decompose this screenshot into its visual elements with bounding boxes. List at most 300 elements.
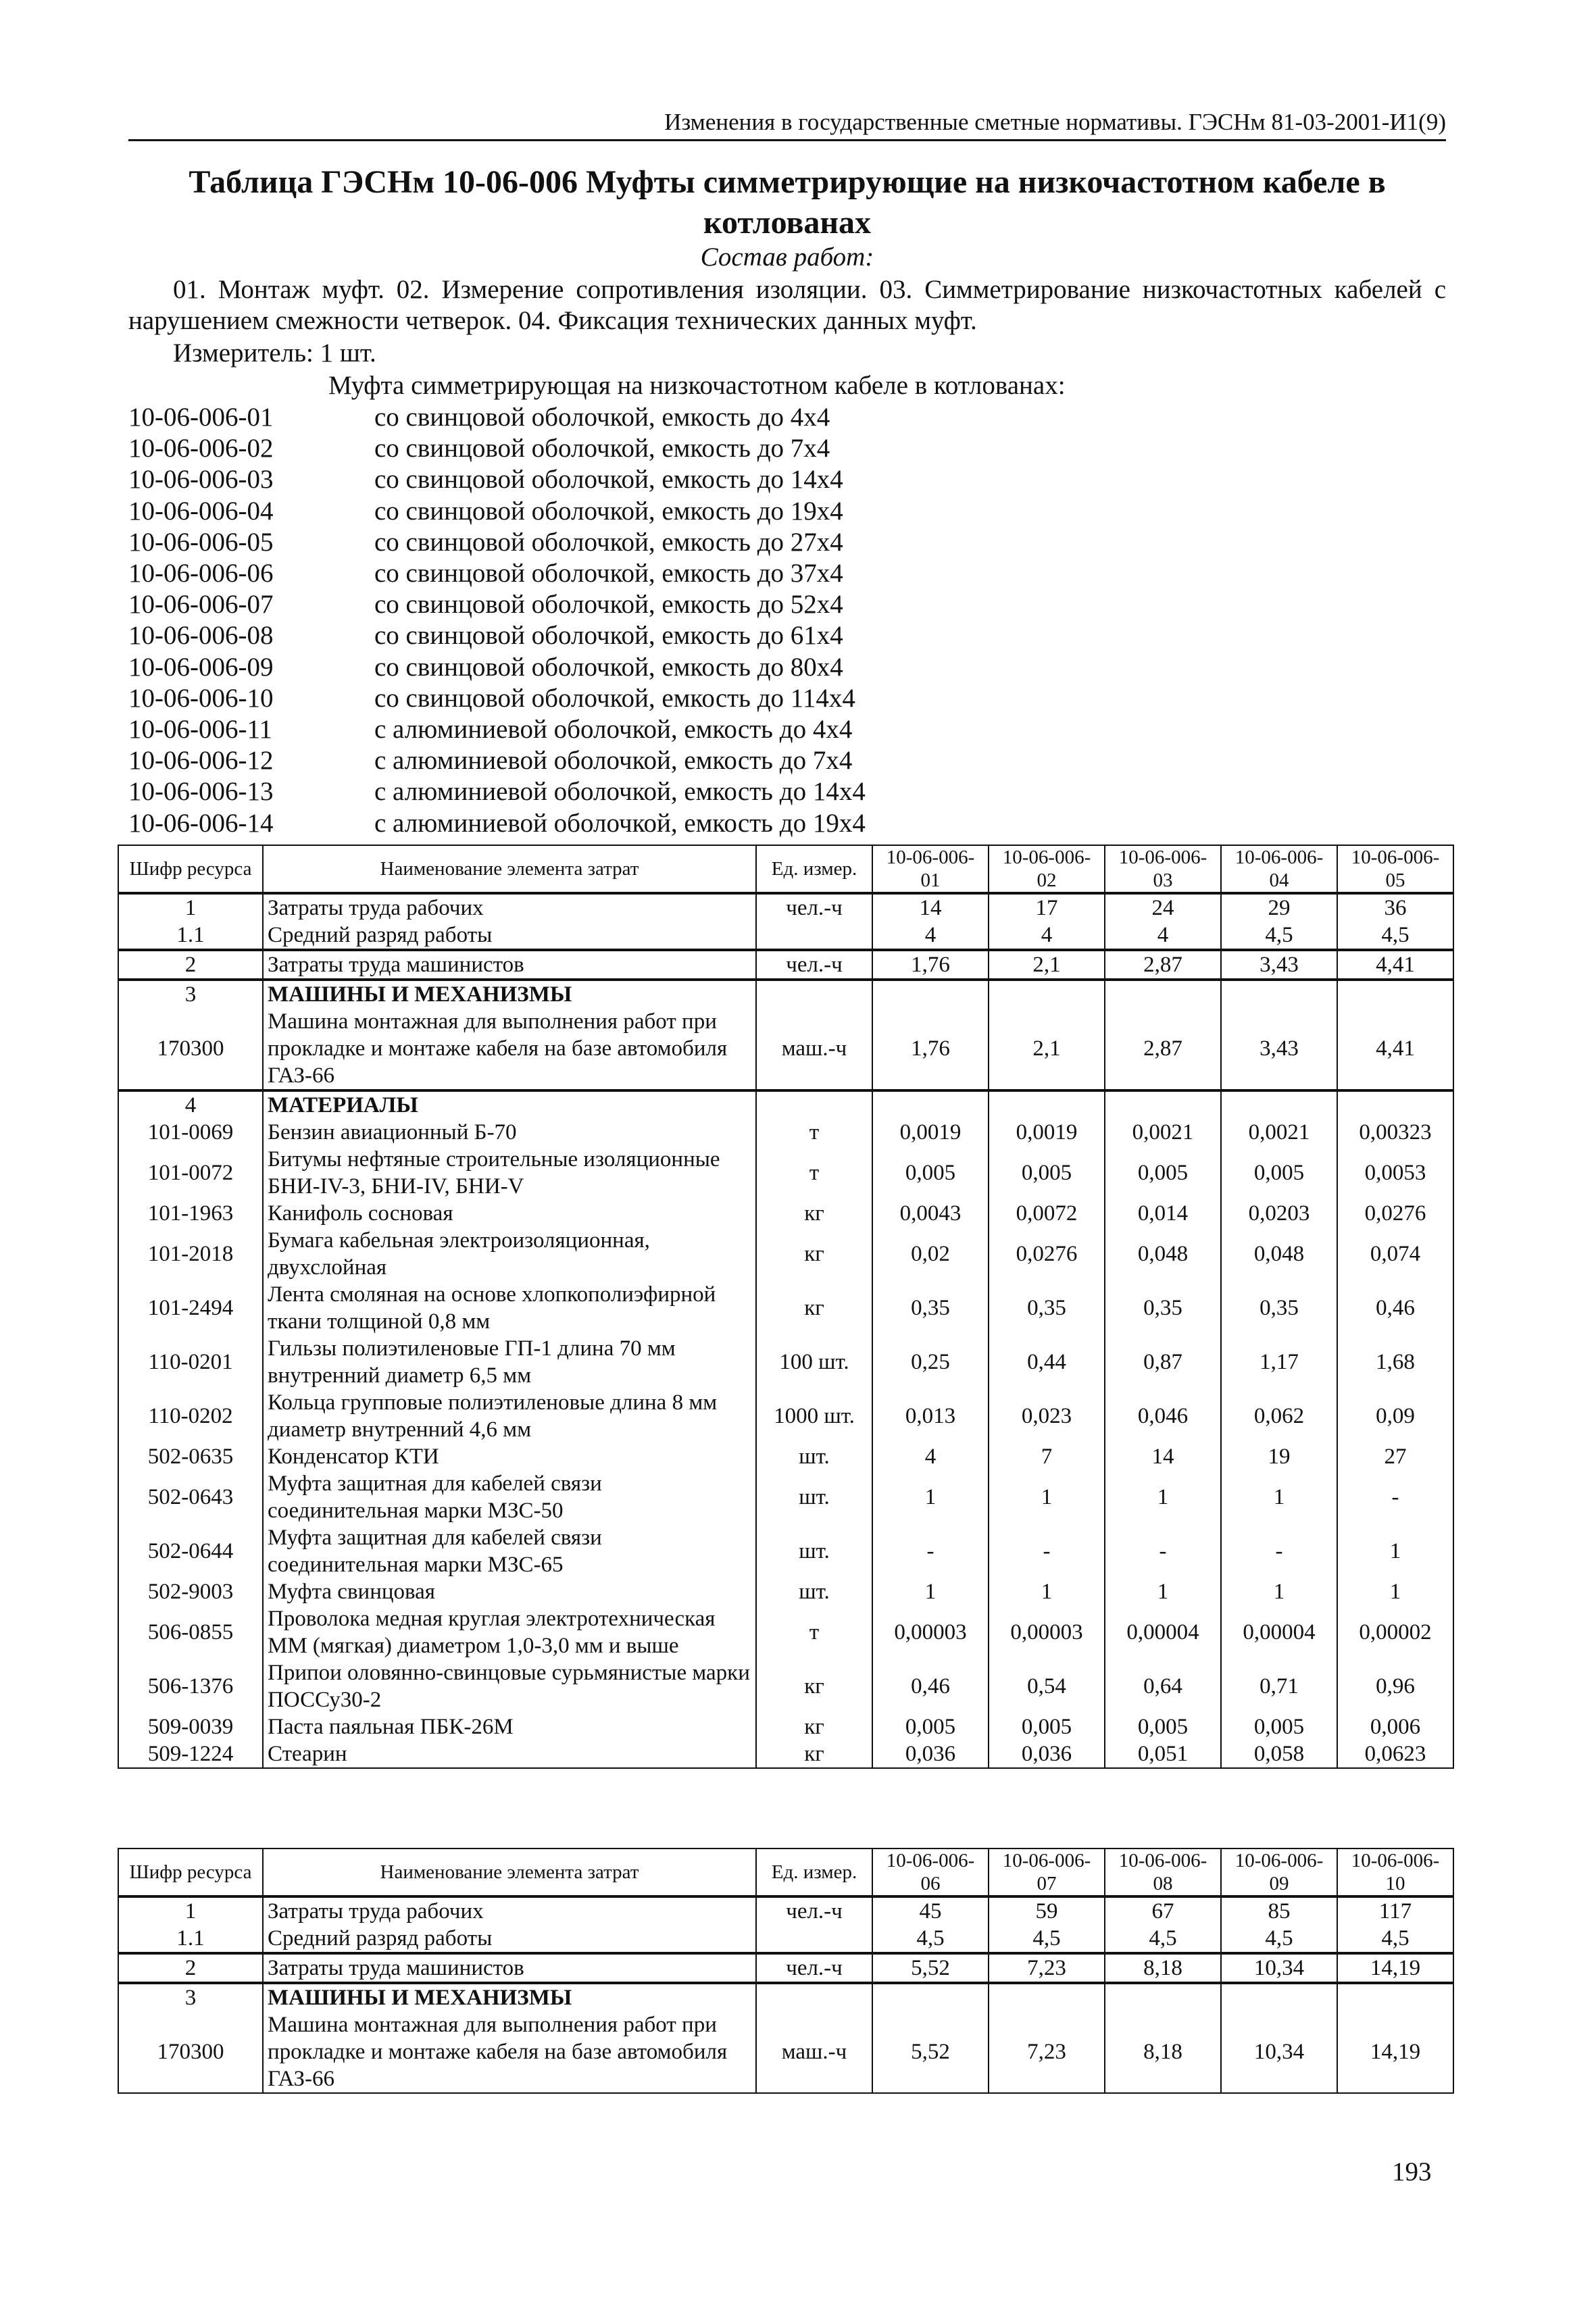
cell-value: 5,52 [872,1953,989,1983]
header-norm-code: 10-06-006-07 [989,1848,1105,1896]
cell-name: Средний разряд работы [263,1925,756,1953]
cell-value [1105,980,1221,1008]
cell-value: 0,54 [989,1659,1105,1713]
cell-code: 1 [118,893,263,922]
cell-value: 0,0019 [989,1119,1105,1146]
cell-unit: кг [756,1281,872,1335]
cell-name: Бензин авиационный Б-70 [263,1119,756,1146]
item-code: 10-06-006-07 [128,590,274,620]
cell-value: 0,0276 [989,1227,1105,1281]
list-item [128,527,866,558]
cell-value: 4,5 [1105,1925,1221,1953]
list-item [128,433,866,464]
header-norm-code: 10-06-006-02 [989,845,1105,893]
cell-unit [756,922,872,950]
cell-code: 3 [118,1983,263,2011]
cell-unit [756,980,872,1008]
item-code: 10-06-006-05 [128,527,274,557]
table-row [118,1524,1453,1578]
cell-name: Стеарин [263,1740,756,1768]
cell-value [989,1090,1105,1119]
cell-value: 3,43 [1221,1008,1337,1090]
cell-value: 1 [1337,1524,1453,1578]
cell-unit: кг [756,1740,872,1768]
cell-value: 1 [1105,1578,1221,1605]
cell-code: 1.1 [118,1925,263,1953]
header-norm-code: 10-06-006-06 [872,1848,989,1896]
cell-unit: кг [756,1713,872,1740]
cell-value: 1,68 [1337,1335,1453,1389]
items-list [128,402,866,839]
cell-value: 0,46 [872,1659,989,1713]
cell-name: Затраты труда рабочих [263,893,756,922]
table-row [118,1090,1453,1119]
item-code: 10-06-006-06 [128,559,274,588]
table-row [118,950,1453,980]
cell-name: Конденсатор КТИ [263,1443,756,1470]
cell-value: 0,02 [872,1227,989,1281]
list-item [128,620,866,651]
cell-code: 502-0635 [118,1443,263,1470]
cell-value: 1,76 [872,950,989,980]
resource-table-1 [118,845,1454,1769]
cell-name: Затраты труда машинистов [263,1953,756,1983]
cell-value: 0,0021 [1105,1119,1221,1146]
cell-unit: т [756,1119,872,1146]
cell-value: 4 [1105,922,1221,950]
cell-value: 0,35 [1221,1281,1337,1335]
table-row [118,1227,1453,1281]
cell-value: 29 [1221,893,1337,922]
cell-value: - [1337,1470,1453,1524]
cell-name: Припои оловянно-свинцовые сурьмянистые марки ПОССу30-2 [263,1659,756,1713]
cell-value: 1 [1221,1470,1337,1524]
table-row [118,1925,1453,1953]
cell-code: 506-0855 [118,1605,263,1659]
cell-name: МАШИНЫ И МЕХАНИЗМЫ [263,1983,756,2011]
cell-value: - [872,1524,989,1578]
cell-code: 502-0644 [118,1524,263,1578]
cell-unit: т [756,1146,872,1200]
cell-value: 0,0276 [1337,1200,1453,1227]
cell-value [1221,1983,1337,2011]
cell-unit: шт. [756,1443,872,1470]
cell-value: 4,41 [1337,1008,1453,1090]
cell-value [1221,980,1337,1008]
cell-value: 14 [872,893,989,922]
cell-value: 17 [989,893,1105,922]
cell-value: 19 [1221,1443,1337,1470]
cell-value: 0,46 [1337,1281,1453,1335]
cell-value: 0,046 [1105,1389,1221,1443]
cell-value: 4 [989,922,1105,950]
cell-value: 7,23 [989,2011,1105,2093]
cell-value: 0,005 [1105,1146,1221,1200]
cell-value: 27 [1337,1443,1453,1470]
cell-unit: кг [756,1227,872,1281]
cell-name: Затраты труда рабочих [263,1896,756,1925]
cell-value: 2,87 [1105,950,1221,980]
item-name: с алюминиевой оболочкой, емкость до 14х4 [374,777,866,807]
item-code: 10-06-006-10 [128,683,274,713]
cell-name: Машина монтажная для выполнения работ при прокладке и монтаже кабеля на базе автомобиля ГАЗ-66 [263,1008,756,1090]
cell-code: 1 [118,1896,263,1925]
table-row [118,1281,1453,1335]
cell-value: 0,005 [989,1146,1105,1200]
cell-value: 0,00003 [989,1605,1105,1659]
table-row [118,1119,1453,1146]
cell-value [1337,980,1453,1008]
cell-value: 0,005 [1221,1146,1337,1200]
cell-value: 0,006 [1337,1713,1453,1740]
item-name: со свинцовой оболочкой, емкость до 52х4 [374,590,843,620]
table-row [118,1443,1453,1470]
cell-value: 0,048 [1105,1227,1221,1281]
cell-value: 45 [872,1896,989,1925]
table-row [118,1335,1453,1389]
running-header: Изменения в государственные сметные нормативы. ГЭСНм 81-03-2001-И1(9) [128,108,1446,141]
cell-name: Кольца групповые полиэтиленовые длина 8 мм диаметр внутренний 4,6 мм [263,1389,756,1443]
cell-value: 2,1 [989,950,1105,980]
cell-value: 0,013 [872,1389,989,1443]
cell-value: 0,09 [1337,1389,1453,1443]
cell-value: 0,005 [1105,1713,1221,1740]
cell-value: 2,87 [1105,1008,1221,1090]
cell-code: 101-1963 [118,1200,263,1227]
cell-unit: т [756,1605,872,1659]
cell-value: 0,0072 [989,1200,1105,1227]
item-name: с алюминиевой оболочкой, емкость до 19х4 [374,808,866,838]
table-row [118,1740,1453,1768]
cell-name: Муфта защитная для кабелей связи соединительная марки МЗС-50 [263,1470,756,1524]
cell-value: 0,35 [872,1281,989,1335]
cell-name: Бумага кабельная электроизоляционная, двухслойная [263,1227,756,1281]
cell-value: 0,0021 [1221,1119,1337,1146]
table-row [118,1713,1453,1740]
table-title [128,162,1446,243]
header-name: Наименование элемента затрат [263,1848,756,1896]
cell-name: МАТЕРИАЛЫ [263,1090,756,1119]
cell-name: Паста паяльная ПБК-26М [263,1713,756,1740]
cell-unit: чел.-ч [756,893,872,922]
cell-value: - [989,1524,1105,1578]
item-code: 10-06-006-01 [128,403,274,432]
cell-name: Муфта защитная для кабелей связи соединительная марки МЗС-65 [263,1524,756,1578]
header-norm-code: 10-06-006-09 [1221,1848,1337,1896]
table-header-row [118,845,1453,893]
header-norm-code: 10-06-006-08 [1105,1848,1221,1896]
cell-unit: маш.-ч [756,2011,872,2093]
cell-value: 24 [1105,893,1221,922]
list-item [128,402,866,433]
cell-code: 502-0643 [118,1470,263,1524]
cell-unit: чел.-ч [756,1896,872,1925]
cell-value: 1 [872,1578,989,1605]
item-code: 10-06-006-04 [128,496,274,526]
cell-value: 0,35 [989,1281,1105,1335]
cell-value: 0,44 [989,1335,1105,1389]
cell-value: 0,058 [1221,1740,1337,1768]
list-item [128,652,866,683]
cell-value: 1 [989,1470,1105,1524]
cell-unit: 100 шт. [756,1335,872,1389]
cell-name: Проволока медная круглая электротехническая ММ (мягкая) диаметром 1,0-3,0 мм и выше [263,1605,756,1659]
cell-unit [756,1090,872,1119]
cell-value: 0,35 [1105,1281,1221,1335]
cell-value [872,980,989,1008]
cell-unit [756,1925,872,1953]
item-name: со свинцовой оболочкой, емкость до 27х4 [374,527,843,557]
cell-value: 0,0053 [1337,1146,1453,1200]
list-item [128,808,866,839]
item-code: 10-06-006-02 [128,434,274,463]
cell-value: 0,00004 [1105,1605,1221,1659]
works-description [128,274,1446,336]
cell-value: 59 [989,1896,1105,1925]
works-label: Состав работ: [700,243,874,272]
cell-value: 0,64 [1105,1659,1221,1713]
cell-value: 0,00323 [1337,1119,1453,1146]
cell-value: 1,76 [872,1008,989,1090]
item-name: со свинцовой оболочкой, емкость до 37х4 [374,559,843,588]
cell-value: 0,00003 [872,1605,989,1659]
cell-value: 4,41 [1337,950,1453,980]
item-name: со свинцовой оболочкой, емкость до 7х4 [374,434,830,463]
cell-code: 170300 [118,1008,263,1090]
cell-value: 0,023 [989,1389,1105,1443]
item-code: 10-06-006-13 [128,777,274,807]
cell-unit: маш.-ч [756,1008,872,1090]
cell-name: Гильзы полиэтиленовые ГП-1 длина 70 мм внутренний диаметр 6,5 мм [263,1335,756,1389]
resource-table-2 [118,1848,1454,2094]
cell-value [989,980,1105,1008]
table-row [118,1605,1453,1659]
cell-value: 1 [1337,1578,1453,1605]
cell-value: 0,71 [1221,1659,1337,1713]
cell-code: 101-2494 [118,1281,263,1335]
cell-value: 0,0019 [872,1119,989,1146]
cell-code: 101-0072 [118,1146,263,1200]
table-row [118,922,1453,950]
cell-value: 8,18 [1105,2011,1221,2093]
cell-value [989,1983,1105,2011]
cell-code: 2 [118,1953,263,1983]
item-code: 10-06-006-03 [128,465,274,495]
table-row [118,1200,1453,1227]
cell-unit: чел.-ч [756,950,872,980]
cell-value: 85 [1221,1896,1337,1925]
cell-value: 0,036 [872,1740,989,1768]
table-row [118,1953,1453,1983]
header-unit: Ед. измер. [756,845,872,893]
cell-name: Муфта свинцовая [263,1578,756,1605]
list-item [128,558,866,589]
cell-value: 1 [1105,1470,1221,1524]
table-header-row [118,1848,1453,1896]
cell-value: 14,19 [1337,2011,1453,2093]
item-code: 10-06-006-12 [128,746,274,776]
item-code: 10-06-006-11 [128,715,273,745]
cell-value: 0,062 [1221,1389,1337,1443]
cell-value: 0,00002 [1337,1605,1453,1659]
table-row [118,1146,1453,1200]
header-unit: Ед. измер. [756,1848,872,1896]
cell-code: 506-1376 [118,1659,263,1713]
header-code: Шифр ресурса [118,845,263,893]
cell-value: 1 [872,1470,989,1524]
cell-value: 0,0623 [1337,1740,1453,1768]
cell-value: 67 [1105,1896,1221,1925]
list-item [128,464,866,495]
cell-value: 0,87 [1105,1335,1221,1389]
cell-value: 0,005 [872,1713,989,1740]
list-item [128,745,866,776]
item-name: со свинцовой оболочкой, емкость до 19х4 [374,496,843,526]
cell-value: 0,074 [1337,1227,1453,1281]
table-row [118,1896,1453,1925]
item-name: с алюминиевой оболочкой, емкость до 4х4 [374,715,853,745]
item-name: со свинцовой оболочкой, емкость до 80х4 [374,652,843,682]
table-row [118,1659,1453,1713]
cell-value: 0,96 [1337,1659,1453,1713]
cell-value: 2,1 [989,1008,1105,1090]
header-name: Наименование элемента затрат [263,845,756,893]
cell-value: 7,23 [989,1953,1105,1983]
cell-code: 1.1 [118,922,263,950]
cell-name: Битумы нефтяные строительные изоляционные БНИ-IV-3, БНИ-IV, БНИ-V [263,1146,756,1200]
cell-unit: шт. [756,1470,872,1524]
list-item [128,714,866,745]
table-row [118,980,1453,1008]
works-text: 01. Монтаж муфт. 02. Измерение сопротивления изоляции. 03. Симметрирование низкочастотных кабелей с нарушением смежности четверок. 04. Фиксация технических данных муфт. [128,275,1446,335]
table-row [118,1470,1453,1524]
list-item [128,496,866,527]
cell-value [1337,1983,1453,2011]
cell-value [1221,1090,1337,1119]
cell-value: 0,036 [989,1740,1105,1768]
cell-value: 0,0043 [872,1200,989,1227]
list-item [128,589,866,620]
cell-value: 4 [872,1443,989,1470]
item-code: 10-06-006-09 [128,652,274,682]
cell-code: 101-2018 [118,1227,263,1281]
cell-code: 170300 [118,2011,263,2093]
header-norm-code: 10-06-006-05 [1337,845,1453,893]
cell-code: 509-1224 [118,1740,263,1768]
header-norm-code: 10-06-006-04 [1221,845,1337,893]
header-code: Шифр ресурса [118,1848,263,1896]
cell-name: МАШИНЫ И МЕХАНИЗМЫ [263,980,756,1008]
cell-name: Лента смоляная на основе хлопкополиэфирной ткани толщиной 0,8 мм [263,1281,756,1335]
cell-unit: чел.-ч [756,1953,872,1983]
cell-value: 4,5 [1337,1925,1453,1953]
table-row [118,2011,1453,2093]
cell-value: 14,19 [1337,1953,1453,1983]
cell-name: Затраты труда машинистов [263,950,756,980]
cell-unit: кг [756,1200,872,1227]
table-row [118,893,1453,922]
cell-value: 4,5 [989,1925,1105,1953]
cell-value: 0,048 [1221,1227,1337,1281]
group-title: Муфта симметрирующая на низкочастотном кабеле в котлованах: [328,371,1066,400]
item-name: со свинцовой оболочкой, емкость до 114х4 [374,683,855,713]
cell-value: 7 [989,1443,1105,1470]
cell-value [872,1983,989,2011]
cell-value: 0,014 [1105,1200,1221,1227]
cell-code: 4 [118,1090,263,1119]
cell-value: 0,00004 [1221,1605,1337,1659]
cell-unit: шт. [756,1524,872,1578]
list-item [128,776,866,807]
cell-value [1105,1983,1221,2011]
header-norm-code: 10-06-006-01 [872,845,989,893]
item-code: 10-06-006-08 [128,621,274,651]
cell-value: 0,005 [1221,1713,1337,1740]
cell-value: 117 [1337,1896,1453,1925]
cell-value: 0,0203 [1221,1200,1337,1227]
table-row [118,1389,1453,1443]
cell-value: 4,5 [1221,1925,1337,1953]
cell-value: 4,5 [1221,922,1337,950]
table-title-line1: Таблица ГЭСНм 10-06-006 Муфты симметрирующие на низкочастотном кабеле в [189,164,1386,200]
measure-unit: Измеритель: 1 шт. [173,338,376,368]
table-row [118,1983,1453,2011]
cell-code: 3 [118,980,263,1008]
item-name: со свинцовой оболочкой, емкость до 61х4 [374,621,843,651]
cell-unit: шт. [756,1578,872,1605]
cell-value: 4 [872,922,989,950]
cell-value: 10,34 [1221,2011,1337,2093]
cell-value [1337,1090,1453,1119]
cell-value: 0,005 [872,1146,989,1200]
item-name: со свинцовой оболочкой, емкость до 14х4 [374,465,843,495]
cell-value: 0,25 [872,1335,989,1389]
cell-value: 14 [1105,1443,1221,1470]
cell-value: 1,17 [1221,1335,1337,1389]
cell-name: Канифоль сосновая [263,1200,756,1227]
cell-value: - [1221,1524,1337,1578]
item-code: 10-06-006-14 [128,808,274,838]
header-norm-code: 10-06-006-03 [1105,845,1221,893]
cell-value: 5,52 [872,2011,989,2093]
cell-code: 502-9003 [118,1578,263,1605]
cell-value [1105,1090,1221,1119]
page-number: 193 [1392,2157,1432,2186]
cell-value: 4,5 [872,1925,989,1953]
cell-name: Машина монтажная для выполнения работ при прокладке и монтаже кабеля на базе автомобиля ГАЗ-66 [263,2011,756,2093]
table-row [118,1008,1453,1090]
cell-code: 101-0069 [118,1119,263,1146]
cell-value: 36 [1337,893,1453,922]
item-name: с алюминиевой оболочкой, емкость до 7х4 [374,746,853,776]
cell-code: 2 [118,950,263,980]
cell-code: 509-0039 [118,1713,263,1740]
item-name: со свинцовой оболочкой, емкость до 4х4 [374,403,830,432]
cell-value: - [1105,1524,1221,1578]
cell-value [872,1090,989,1119]
cell-value: 1 [989,1578,1105,1605]
cell-value: 0,051 [1105,1740,1221,1768]
cell-value: 0,005 [989,1713,1105,1740]
cell-code: 110-0202 [118,1389,263,1443]
cell-unit [756,1983,872,2011]
cell-code: 110-0201 [118,1335,263,1389]
cell-name: Средний разряд работы [263,922,756,950]
cell-value: 3,43 [1221,950,1337,980]
table-row [118,1578,1453,1605]
list-item [128,683,866,714]
cell-unit: кг [756,1659,872,1713]
